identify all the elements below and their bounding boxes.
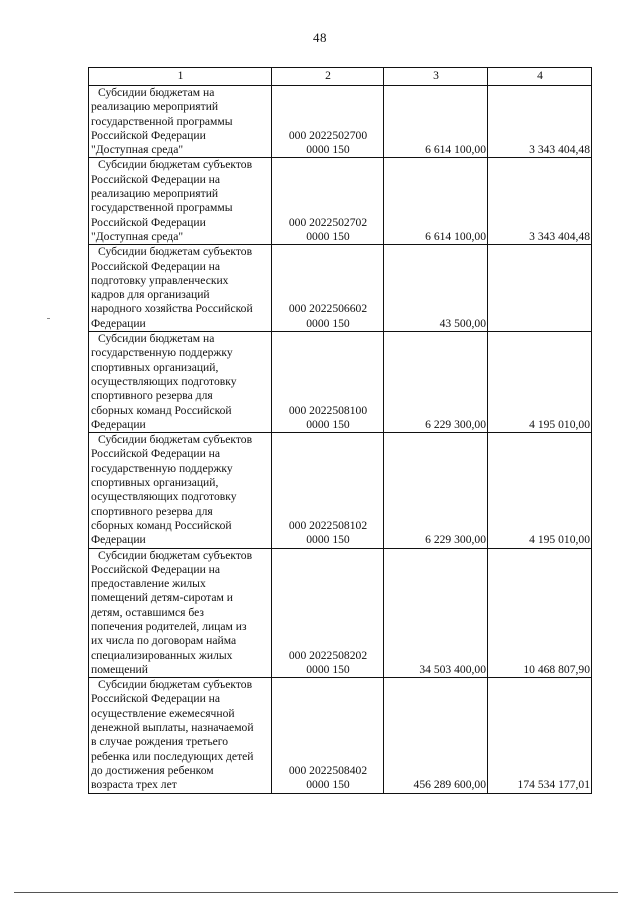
- executed-amount: 4 195 010,00: [488, 332, 592, 433]
- budget-code: [272, 332, 384, 433]
- table-body: [89, 86, 592, 794]
- column-header: 1: [89, 68, 272, 86]
- description-line: Российской Федерации на: [91, 692, 221, 706]
- budget-code-line: 0000 150: [306, 662, 350, 676]
- table-row: [89, 433, 592, 548]
- description-line: Субсидии бюджетам субъектов: [98, 158, 253, 172]
- description-line: реализацию мероприятий: [91, 187, 219, 201]
- description-line: до достижения ребенком: [91, 763, 214, 777]
- page-number: 48: [313, 30, 327, 45]
- budget-code-line: 000 2022506602: [288, 302, 368, 316]
- budget-code: [272, 158, 384, 245]
- description-line: государственную поддержку: [91, 461, 233, 475]
- description-line: Федерации: [91, 533, 146, 547]
- description-line: спортивных организаций,: [91, 360, 219, 374]
- description-line: осуществляющих подготовку: [91, 374, 237, 388]
- approved-amount: 6 229 300,00: [384, 433, 488, 548]
- description-line: Российской Федерации на: [91, 259, 221, 273]
- budget-code-line: 000 2022508102: [288, 518, 368, 532]
- description-line: попечения родителей, лицам из: [91, 619, 247, 633]
- budget-code: [272, 245, 384, 332]
- description-line: подготовку управленческих: [91, 273, 229, 287]
- description-line: Федерации: [91, 417, 146, 431]
- description-line: Российской Федерации на: [91, 562, 221, 576]
- description-line: кадров для организаций: [91, 288, 210, 302]
- description-line: государственную поддержку: [91, 346, 233, 360]
- description-line: их числа по договорам найма: [91, 634, 237, 648]
- budget-code: [272, 86, 384, 158]
- row-description: [89, 158, 272, 245]
- budget-code: [272, 678, 384, 793]
- row-description: [89, 433, 272, 548]
- executed-amount: 3 343 404,48: [488, 158, 592, 245]
- description-line: спортивных организаций,: [91, 476, 219, 490]
- description-line: денежной выплаты, назначаемой: [91, 721, 254, 735]
- budget-code-line: 000 2022508402: [288, 763, 368, 777]
- description-line: в случае рождения третьего: [91, 735, 229, 749]
- description-line: сборных команд Российской: [91, 518, 232, 532]
- table-row: [89, 332, 592, 433]
- description-line: спортивного резерва для: [91, 389, 213, 403]
- approved-amount: 6 229 300,00: [384, 332, 488, 433]
- description-line: детям, оставшимся без: [91, 605, 204, 619]
- description-line: возраста трех лет: [91, 778, 177, 792]
- budget-code-line: 0000 150: [306, 417, 350, 431]
- row-description: [89, 86, 272, 158]
- approved-amount: 6 614 100,00: [384, 86, 488, 158]
- budget-code-line: 000 2022502702: [288, 215, 368, 229]
- row-description: [89, 245, 272, 332]
- table-row: [89, 245, 592, 332]
- description-line: ребенка или последующих детей: [91, 749, 254, 763]
- budget-code: [272, 548, 384, 678]
- description-line: реализацию мероприятий: [91, 100, 219, 114]
- table-row: [89, 158, 592, 245]
- header-row: [89, 68, 592, 86]
- table-row: [89, 678, 592, 793]
- description-line: государственной программы: [91, 201, 233, 215]
- executed-amount: [488, 245, 592, 332]
- description-line: Российской Федерации: [91, 128, 206, 142]
- description-line: Субсидии бюджетам субъектов: [98, 678, 253, 692]
- description-line: "Доступная среда": [91, 229, 184, 243]
- executed-amount: 4 195 010,00: [488, 433, 592, 548]
- description-line: Субсидии бюджетам субъектов: [98, 548, 253, 562]
- description-line: Российской Федерации: [91, 215, 206, 229]
- row-description: [89, 678, 272, 793]
- budget-code-line: 000 2022508202: [288, 648, 368, 662]
- column-header: 4: [488, 68, 592, 86]
- budget-code-line: 0000 150: [306, 229, 350, 243]
- budget-table: [88, 67, 592, 794]
- description-line: Субсидии бюджетам на: [98, 332, 215, 346]
- executed-amount: 10 468 807,90: [488, 548, 592, 678]
- description-line: Субсидии бюджетам на: [98, 86, 215, 99]
- executed-amount: 174 534 177,01: [488, 678, 592, 793]
- budget-code-line: 0000 150: [306, 143, 350, 157]
- description-line: осуществление ежемесячной: [91, 706, 235, 720]
- description-line: Российской Федерации на: [91, 447, 221, 461]
- budget-code-line: 0000 150: [306, 533, 350, 547]
- row-description: [89, 548, 272, 678]
- description-line: помещений детям-сиротам и: [91, 591, 233, 605]
- description-line: "Доступная среда": [91, 143, 184, 157]
- budget-code-line: 0000 150: [306, 316, 350, 330]
- budget-code-line: 000 2022502700: [288, 128, 368, 142]
- description-line: Российской Федерации на: [91, 172, 221, 186]
- description-line: Субсидии бюджетам субъектов: [98, 245, 253, 259]
- margin-mark: [47, 318, 50, 319]
- budget-code: [272, 433, 384, 548]
- row-description: [89, 332, 272, 433]
- budget-code-line: 000 2022508100: [288, 403, 368, 417]
- description-line: помещений: [91, 662, 148, 676]
- executed-amount: 3 343 404,48: [488, 86, 592, 158]
- bottom-rule: [14, 892, 618, 893]
- description-line: специализированных жилых: [91, 648, 233, 662]
- approved-amount: 34 503 400,00: [384, 548, 488, 678]
- description-line: Федерации: [91, 316, 146, 330]
- description-line: спортивного резерва для: [91, 504, 213, 518]
- description-line: осуществляющих подготовку: [91, 490, 237, 504]
- budget-code-line: 0000 150: [306, 778, 350, 792]
- column-header: 2: [272, 68, 384, 86]
- description-line: государственной программы: [91, 114, 233, 128]
- description-line: сборных команд Российской: [91, 403, 232, 417]
- column-header: 3: [384, 68, 488, 86]
- description-line: народного хозяйства Российской: [91, 302, 253, 316]
- table-row: [89, 548, 592, 678]
- approved-amount: 43 500,00: [384, 245, 488, 332]
- approved-amount: 456 289 600,00: [384, 678, 488, 793]
- description-line: Субсидии бюджетам субъектов: [98, 433, 253, 447]
- table-row: [89, 86, 592, 158]
- description-line: предоставление жилых: [91, 577, 206, 591]
- approved-amount: 6 614 100,00: [384, 158, 488, 245]
